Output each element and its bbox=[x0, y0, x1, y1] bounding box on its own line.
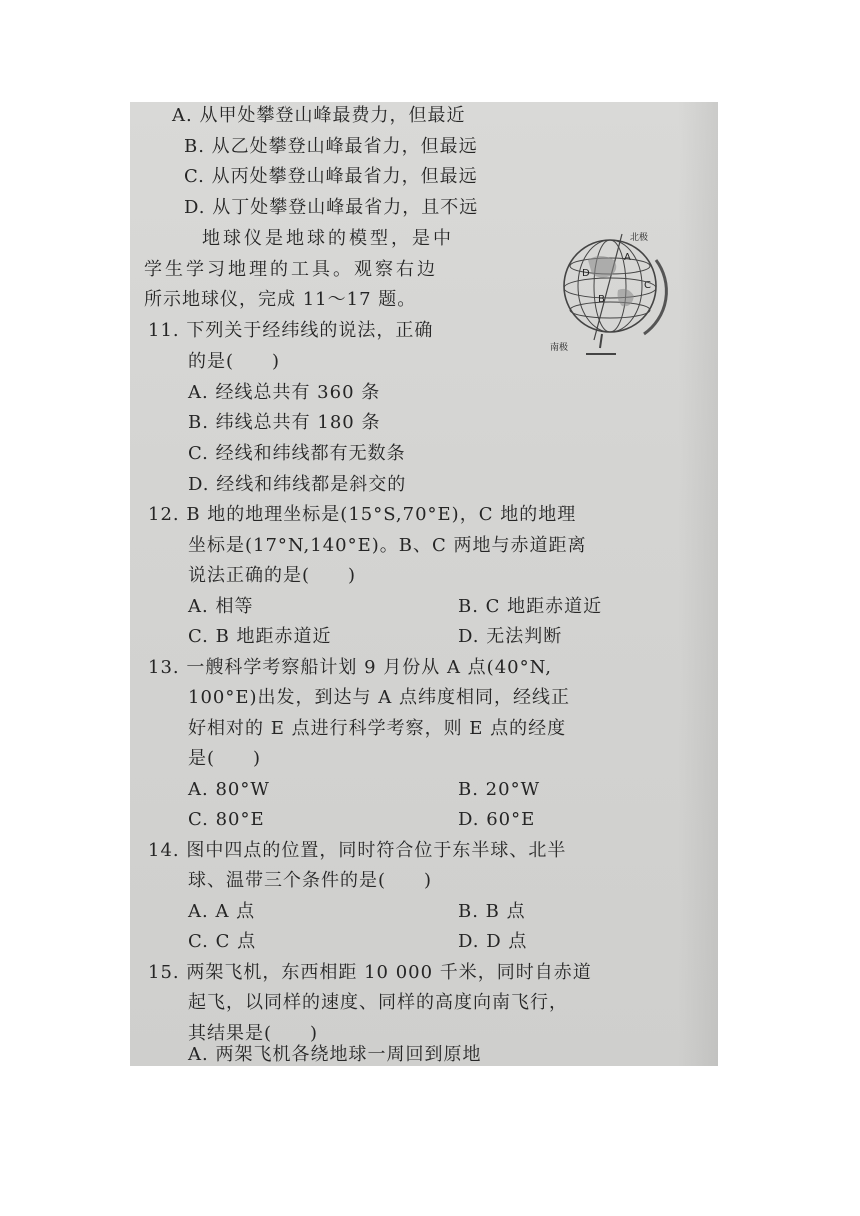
text-line: 球、温带三个条件的是( ) bbox=[188, 870, 433, 891]
text-line: 说法正确的是( ) bbox=[188, 565, 357, 586]
intro-text: 学生学习地理的工具。观察右边 bbox=[144, 259, 438, 280]
point-a-label: A bbox=[624, 252, 631, 263]
option: A. 80°W bbox=[188, 779, 270, 800]
globe-figure bbox=[548, 230, 688, 360]
text-line: 其结果是( ) bbox=[188, 1023, 319, 1044]
intro-text: 所示地球仪，完成 11～17 题。 bbox=[144, 289, 417, 310]
option: A. 两架飞机各绕地球一周回到原地 bbox=[188, 1044, 482, 1065]
text-line: 好相对的 E 点进行科学考察，则 E 点的经度 bbox=[188, 718, 567, 739]
question-15: 15. 两架飞机，东西相距 10 000 千米，同时自赤道 bbox=[148, 962, 592, 983]
point-b-label: B bbox=[598, 294, 605, 305]
option: B. 20°W bbox=[458, 779, 541, 800]
option: B. B 点 bbox=[458, 901, 526, 922]
option: D. 经线和纬线都是斜交的 bbox=[188, 474, 407, 495]
option: A. 相等 bbox=[188, 596, 254, 617]
text-line: C. 从丙处攀登山峰最省力，但最远 bbox=[184, 166, 478, 187]
option: C. B 地距赤道近 bbox=[188, 626, 332, 647]
option: C. C 点 bbox=[188, 931, 257, 952]
text-line: 起飞，以同样的速度、同样的高度向南飞行， bbox=[188, 992, 568, 1013]
question-11: 11. 下列关于经纬线的说法，正确 bbox=[148, 320, 434, 341]
option: D. 60°E bbox=[458, 809, 536, 830]
intro-text: 地球仪是地球的模型，是中 bbox=[202, 228, 454, 249]
question-14: 14. 图中四点的位置，同时符合位于东半球、北半 bbox=[148, 840, 567, 861]
text-line: B. 从乙处攀登山峰最省力，但最远 bbox=[184, 136, 478, 157]
option: C. 经线和纬线都有无数条 bbox=[188, 443, 406, 464]
globe-axis bbox=[594, 234, 622, 340]
globe-stand bbox=[586, 334, 616, 354]
latitude-line bbox=[570, 302, 650, 318]
option: D. D 点 bbox=[458, 931, 528, 952]
option: B. C 地距赤道近 bbox=[458, 596, 603, 617]
south-pole-label: 南极 bbox=[550, 343, 569, 353]
text-line: 100°E)出发，到达与 A 点纬度相同，经线正 bbox=[188, 687, 570, 708]
option: C. 80°E bbox=[188, 809, 265, 830]
option: D. 无法判断 bbox=[458, 626, 563, 647]
text-line: 坐标是(17°N,140°E)。B、C 两地与赤道距离 bbox=[188, 535, 587, 556]
question-12: 12. B 地的地理坐标是(15°S,70°E)，C 地的地理 bbox=[148, 504, 577, 525]
point-d-label: D bbox=[582, 268, 590, 279]
question-13: 13. 一艘科学考察船计划 9 月份从 A 点(40°N, bbox=[148, 657, 552, 678]
text-line: 是( ) bbox=[188, 748, 262, 769]
option: A. A 点 bbox=[188, 901, 256, 922]
option: A. 经线总共有 360 条 bbox=[188, 382, 381, 403]
point-c-label: C bbox=[644, 280, 651, 291]
text-line: A. 从甲处攀登山峰最费力，但最近 bbox=[172, 105, 466, 126]
landmass bbox=[588, 256, 616, 278]
text-line: 的是( ) bbox=[188, 351, 281, 372]
option: B. 纬线总共有 180 条 bbox=[188, 412, 381, 433]
photographed-page bbox=[130, 102, 718, 1066]
text-line: D. 从丁处攀登山峰最省力，且不远 bbox=[184, 197, 479, 218]
north-pole-label: 北极 bbox=[630, 233, 649, 243]
